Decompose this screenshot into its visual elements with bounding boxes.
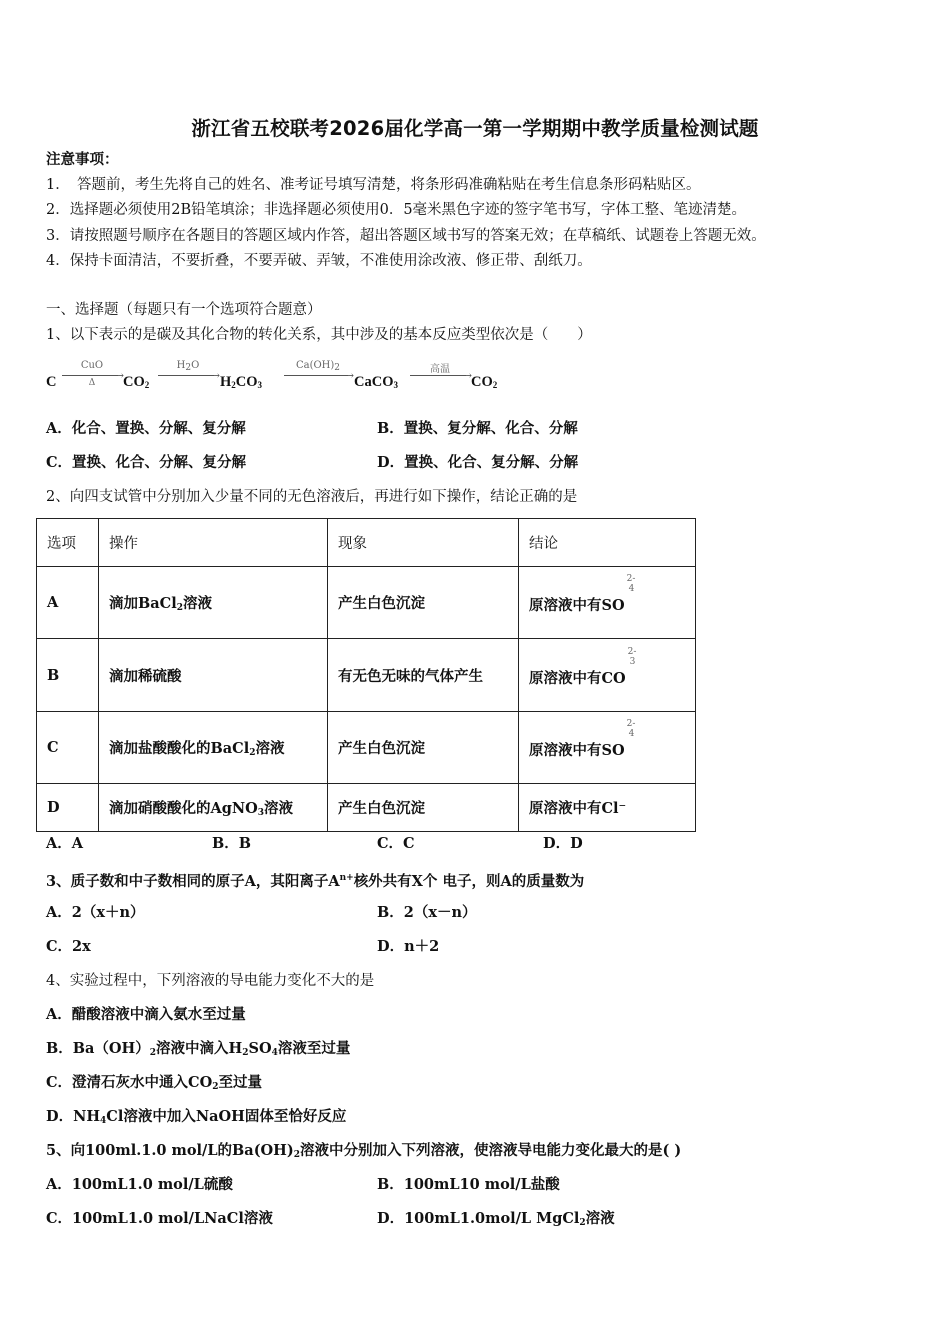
q1-stem: 1、以下表示的是碳及其化合物的转化关系，其中涉及的基本反应类型依次是（ ） <box>46 327 592 343</box>
row-b-phenomenon: 有无色无味的气体产生 <box>328 639 519 712</box>
q4-option-a[interactable]: A．醋酸溶液中滴入氨水至过量 <box>46 1006 246 1023</box>
row-c-operation: 滴加盐酸酸化的BaCl$_2$溶液 <box>99 712 328 784</box>
row-d-conclusion: 原溶液中有Cl⁻ <box>519 784 696 832</box>
arrow-2-condition: $H_2O$ <box>176 360 200 373</box>
q5-option-b[interactable]: B．100mL10 mol/L盐酸 <box>377 1176 560 1193</box>
row-b-option: B <box>37 639 99 712</box>
q4-option-c[interactable]: C．澄清石灰水中通入$CO_2$至过量 <box>46 1074 262 1092</box>
arrow-3-condition: $Ca(OH)_2$ <box>295 360 341 373</box>
row-c-conclusion: 原溶液中有SO 2- 4 <box>519 712 696 784</box>
q3-option-c[interactable]: C．2x <box>46 938 91 955</box>
species-caco3: CaCO$_3$ <box>354 374 398 390</box>
notice-item-3: 3．请按照题号顺序在各题目的答题区域内作答，超出答题区域书写的答案无效；在草稿纸、试题卷上答题无效。 <box>46 228 766 244</box>
notice-heading: 注意事项： <box>46 151 119 168</box>
table-row <box>37 639 696 712</box>
q5-option-c[interactable]: C．100mL1.0 mol/LNaCl溶液 <box>46 1210 273 1227</box>
row-a-operation: 滴加BaCl$_2$溶液 <box>99 567 328 639</box>
row-d-operation: 滴加硝酸酸化的AgNO$_3$溶液 <box>99 784 328 832</box>
q2-option-a[interactable]: A．A <box>46 835 84 852</box>
row-a-conclusion: 原溶液中有SO 2- 4 <box>519 567 696 639</box>
row-b-conclusion: 原溶液中有CO 2- 3 <box>519 639 696 712</box>
table-row <box>37 784 696 832</box>
table-header-row <box>37 519 696 567</box>
arrow-4-condition: 高温 <box>430 364 450 375</box>
notice-item-4: 4．保持卡面清洁，不要折叠，不要弄破、弄皱，不准使用涂改液、修正带、刮纸刀。 <box>46 253 592 269</box>
q3-option-b[interactable]: B．2（x－n） <box>377 904 477 921</box>
arrow-1-heat: Δ <box>88 378 96 388</box>
arrow-4: 高温 → <box>406 360 474 390</box>
row-a-phenomenon: 产生白色沉淀 <box>328 567 519 639</box>
q3-option-d[interactable]: D．n＋2 <box>377 938 440 955</box>
q4-option-b[interactable]: B．$Ba(OH)_2$溶液中滴入$H_2SO_4$溶液至过量 <box>46 1040 351 1058</box>
reaction-chain <box>46 360 646 400</box>
row-a-option: A <box>37 567 99 639</box>
table-row <box>37 712 696 784</box>
species-co2-2: $CO_2$ <box>471 374 498 390</box>
arrow-2: $H_2O$ → <box>154 360 222 390</box>
q3-stem: 3、质子数和中子数相同的原子A，其阳离子$A^{n+}$核外共有X个 电子，则A的质量数为 <box>46 872 585 890</box>
q2-option-d[interactable]: D．D <box>543 835 583 852</box>
row-c-phenomenon: 产生白色沉淀 <box>328 712 519 784</box>
q1-option-d[interactable]: D．置换、化合、复分解、分解 <box>377 454 579 471</box>
q5-option-d[interactable]: D．100mL1.0mol/L MgCl$_2$溶液 <box>377 1210 615 1228</box>
species-h2co3: $H_2CO_3$ <box>220 374 263 390</box>
row-b-operation: 滴加稀硫酸 <box>99 639 328 712</box>
header-option: 选项 <box>37 519 99 567</box>
q2-option-b[interactable]: B．B <box>212 835 252 852</box>
q4-option-d[interactable]: D．$NH_4Cl$溶液中加入NaOH固体至恰好反应 <box>46 1108 347 1126</box>
q3-option-a[interactable]: A．2（x＋n） <box>46 904 145 921</box>
arrow-1-condition: CuO <box>80 360 104 371</box>
notice-item-1: 1． 答题前，考生先将自己的姓名、准考证号填写清楚，将条形码准确粘贴在考生信息条形码粘贴区。 <box>46 177 701 193</box>
section-heading: 一、选择题（每题只有一个选项符合题意） <box>46 302 322 318</box>
row-d-phenomenon: 产生白色沉淀 <box>328 784 519 832</box>
notice-item-2: 2．选择题必须使用2B铅笔填涂；非选择题必须使用0．5毫米黑色字迹的签字笔书写，字体工整、笔迹清楚。 <box>46 202 747 218</box>
arrow-1: CuO → Δ <box>58 360 126 390</box>
header-operation: 操作 <box>99 519 328 567</box>
page-title: 浙江省五校联考2026届化学高一第一学期期中教学质量检测试题 <box>191 117 759 140</box>
q4-stem: 4、实验过程中，下列溶液的导电能力变化不大的是 <box>46 973 375 989</box>
q1-option-c[interactable]: C．置换、化合、分解、复分解 <box>46 454 247 471</box>
q5-option-a[interactable]: A．100mL1.0 mol/L硫酸 <box>46 1176 233 1193</box>
row-d-option: D <box>37 784 99 832</box>
q2-option-c[interactable]: C．C <box>377 835 415 852</box>
species-co2-1: $CO_2$ <box>123 374 150 390</box>
arrow-3: $Ca(OH)_2$ → <box>280 360 356 390</box>
q5-stem: 5、向100ml.1.0 mol/L的$Ba(OH)_2$溶液中分别加入下列溶液，使溶液导电能力变化最大的是( ) <box>46 1142 682 1160</box>
header-conclusion: 结论 <box>519 519 696 567</box>
q1-option-a[interactable]: A．化合、置换、分解、复分解 <box>46 420 246 437</box>
table-row <box>37 567 696 639</box>
q2-table <box>36 518 696 832</box>
q1-option-b[interactable]: B．置换、复分解、化合、分解 <box>377 420 578 437</box>
row-c-option: C <box>37 712 99 784</box>
species-c: C <box>46 374 57 390</box>
q2-stem: 2、向四支试管中分别加入少量不同的无色溶液后，再进行如下操作，结论正确的是 <box>46 489 578 505</box>
header-phenomenon: 现象 <box>328 519 519 567</box>
